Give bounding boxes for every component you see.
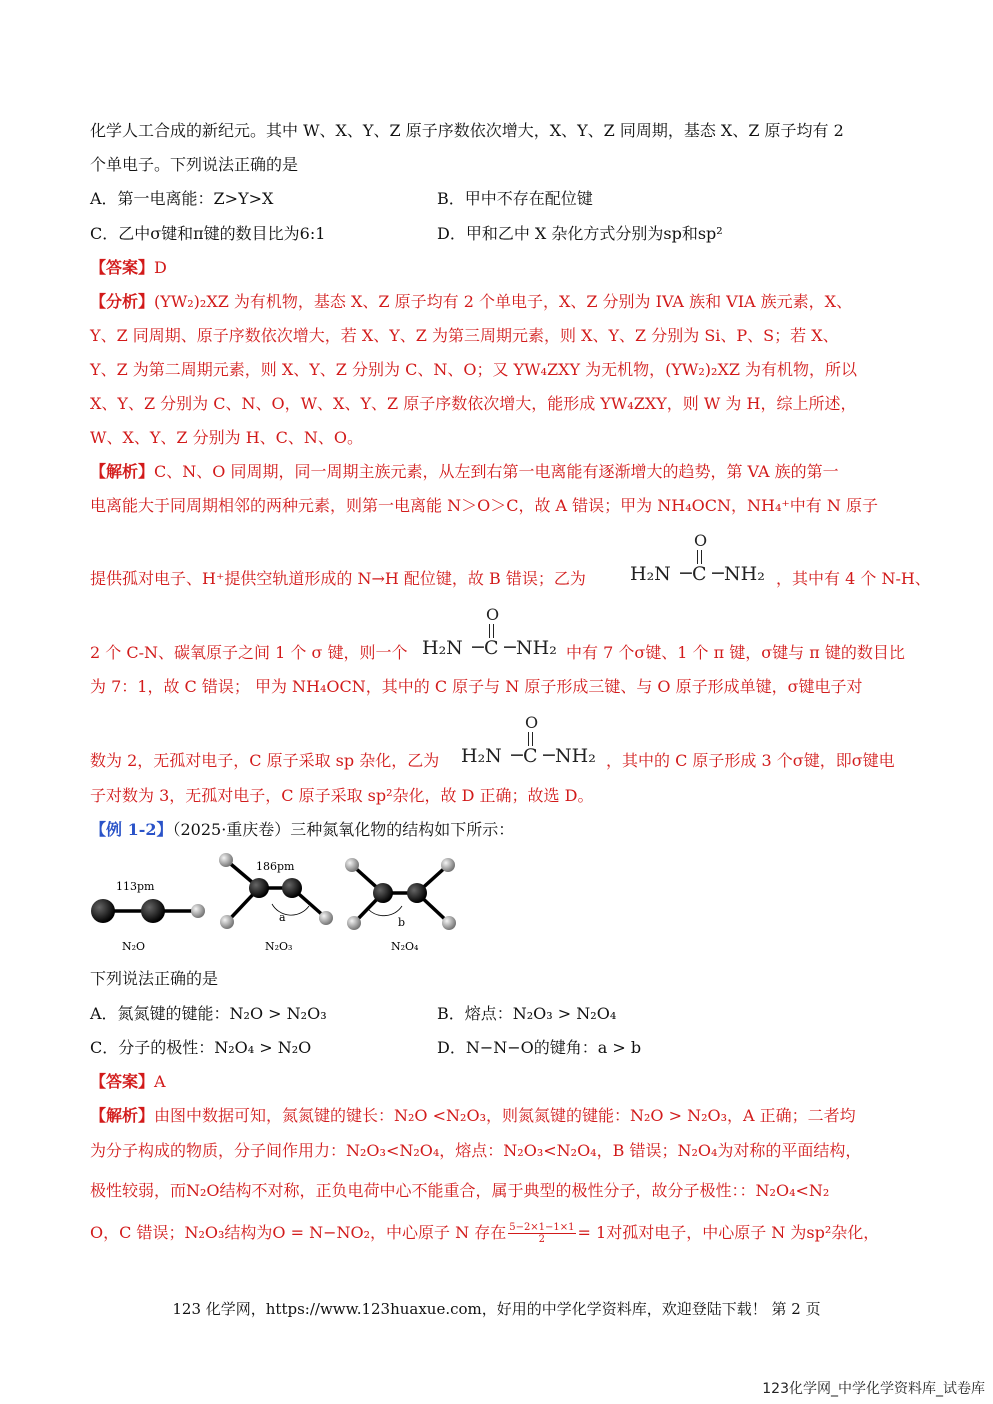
- urea-nh2: NH₂: [555, 745, 596, 767]
- q1-explain-line7: 子对数为 3，无孤对电子，C 原子采取 sp²杂化，故 D 正确；故选 D。: [90, 786, 594, 805]
- nitrogen-oxides-figure: [86, 852, 466, 962]
- q1-option-c: C．乙中σ键和π键的数目比为6:1: [90, 224, 326, 243]
- urea-dash1: −: [678, 562, 694, 584]
- urea-h2n: H₂N: [461, 745, 502, 767]
- explain-text: O，C 错误；N₂O₃结构为O = N−NO₂，中心原子 N 存在: [90, 1223, 507, 1242]
- q1-explain-line3a: 提供孤对电子、H⁺提供空轨道形成的 N→H 配位键，故 B 错误；乙为: [90, 569, 586, 588]
- q2-option-b: B．熔点：N₂O₃ > N₂O₄: [437, 1004, 617, 1023]
- q2-explain-line2: 为分子构成的物质，分子间作用力：N₂O₃<N₂O₄，熔点：N₂O₃<N₂O₄，B 错误；N₂O₄为对称的平面结构，: [90, 1141, 862, 1160]
- urea-h2n: H₂N: [630, 563, 671, 585]
- answer-value: D: [154, 258, 167, 277]
- q2-explain-line3: 极性较弱，而N₂O结构不对称，正负电荷中心不能重合，属于典型的极性分子，故分子极性：：N₂O₄<N₂: [90, 1181, 830, 1200]
- q2-explain-line4: [90, 1222, 879, 1245]
- n2o-label: N₂O: [122, 940, 146, 953]
- q1-answer: [90, 257, 167, 279]
- q1-option-b: B．甲中不存在配位键: [437, 189, 593, 208]
- analysis-text: (YW₂)₂XZ 为有机物，基态 X、Z 原子均有 2 个单电子，X、Z 分别为 IVA 族和 VIA 族元素，X、: [154, 292, 853, 311]
- urea-dash2: −: [541, 744, 557, 766]
- answer-value: A: [154, 1072, 166, 1091]
- q1-analysis-line1: [90, 291, 852, 313]
- urea-structure: [628, 532, 788, 590]
- q1-explain-line6a: 数为 2，无孤对电子，C 原子采取 sp 杂化，乙为: [90, 751, 440, 770]
- urea-h2n: H₂N: [422, 637, 463, 659]
- q1-option-a: A．第一电离能：Z>Y>X: [90, 189, 274, 208]
- fraction-denominator: 2: [538, 1234, 546, 1245]
- urea-structure: [420, 606, 580, 664]
- q1-analysis-line5: W、X、Y、Z 分别为 H、C、N、O。: [90, 428, 364, 447]
- q2-explain-line1: [90, 1105, 856, 1127]
- urea-o: O: [694, 531, 708, 550]
- n2o4-angle-b: b: [398, 916, 406, 929]
- n2o4-molecule: [345, 858, 456, 953]
- urea-c: C: [484, 637, 499, 659]
- n2o3-molecule: [219, 853, 333, 953]
- explain-text: = 1对孤对电子，中心原子 N 为sp²杂化，: [577, 1223, 880, 1242]
- q2-stem-text: （2025·重庆卷）三种氮氧化物的结构如下所示：: [172, 820, 515, 839]
- q1-explain-line3b: ，其中有 4 个 N-H、: [776, 569, 931, 588]
- q1-stem-line1: 化学人工合成的新纪元。其中 W、X、Y、Z 原子序数依次增大，X、Y、Z 同周期，基态 X、Z 原子均有 2: [90, 121, 844, 140]
- q1-analysis-line4: X、Y、Z 分别为 C、N、O，W、X、Y、Z 原子序数依次增大，能形成 YW₄ZXY，则 W 为 H，综上所述，: [90, 394, 857, 413]
- explain-tag: 【解析】: [90, 1106, 155, 1125]
- urea-o: O: [486, 605, 500, 624]
- q2-ask: 下列说法正确的是: [90, 969, 219, 988]
- urea-c: C: [692, 563, 707, 585]
- answer-tag: 【答案】: [90, 1072, 155, 1091]
- urea-dash1: −: [470, 636, 486, 658]
- urea-c: C: [523, 745, 538, 767]
- explain-text: C、N、O 同周期，同一周期主族元素，从左到右第一电离能有逐渐增大的趋势，第 VA 族的第一: [154, 462, 839, 481]
- q1-explain-line4a: 2 个 C-N、碳氧原子之间 1 个 σ 键，则一个: [90, 643, 408, 662]
- q2-option-d: D．N−N−O的键角：a > b: [437, 1038, 642, 1057]
- q1-explain-line1: [90, 461, 839, 483]
- urea-dash2: −: [710, 562, 726, 584]
- q2-answer: [90, 1071, 166, 1093]
- q2-stem: [90, 819, 514, 841]
- watermark-text: 123化学网_中学化学资料库_试卷库: [762, 1381, 985, 1397]
- q1-stem-line2: 个单电子。下列说法正确的是: [90, 155, 299, 174]
- lone-pair-fraction: [508, 1222, 575, 1245]
- n2o3-angle-a: a: [279, 911, 286, 924]
- q1-analysis-line3: Y、Z 为第二周期元素，则 X、Y、Z 分别为 C、N、O；又 YW₄ZXY 为无机物，(YW₂)₂XZ 为有机物，所以: [90, 360, 858, 379]
- answer-tag: 【答案】: [90, 258, 155, 277]
- urea-dash1: −: [509, 744, 525, 766]
- q1-explain-line5: 为 7：1，故 C 错误； 甲为 NH₄OCN，其中的 C 原子与 N 原子形成三键、与 O 原子形成单键，σ键电子对: [90, 677, 863, 696]
- fraction-numerator: 5−2×1−1×1: [509, 1222, 575, 1233]
- q1-explain-line6b: ，其中的 C 原子形成 3 个σ键，即σ键电: [606, 751, 895, 770]
- urea-structure: [459, 714, 619, 772]
- n2o-molecule: [91, 880, 205, 953]
- q1-analysis-line2: Y、Z 同周期、原子序数依次增大，若 X、Y、Z 为第三周期元素，则 X、Y、Z 分别为 Si、P、S；若 X、: [90, 326, 839, 345]
- n2o3-bond-length: 186pm: [256, 860, 295, 873]
- q1-option-d: D．甲和乙中 X 杂化方式分别为sp和sp²: [437, 224, 723, 243]
- urea-dash2: −: [502, 636, 518, 658]
- q2-tag: 【例 1-2】: [90, 820, 173, 839]
- explain-tag: 【解析】: [90, 462, 155, 481]
- n2o4-label: N₂O₄: [391, 940, 419, 953]
- q1-explain-line2: 电离能大于同周期相邻的两种元素，则第一电离能 N＞O＞C，故 A 错误；甲为 NH₄OCN，NH₄⁺中有 N 原子: [90, 496, 878, 515]
- urea-o: O: [525, 713, 539, 732]
- urea-nh2: NH₂: [724, 563, 765, 585]
- analysis-tag: 【分析】: [90, 292, 155, 311]
- q2-option-c: C．分子的极性：N₂O₄ > N₂O: [90, 1038, 312, 1057]
- n2o-bond-length: 113pm: [116, 880, 155, 893]
- explain-text: 由图中数据可知，氮氮键的键长：N₂O <N₂O₃，则氮氮键的键能：N₂O > N₂O₃，A 正确；二者均: [154, 1106, 856, 1125]
- q1-explain-line4b: 中有 7 个σ键、1 个 π 键，σ键与 π 键的数目比: [566, 643, 905, 662]
- q2-option-a: A．氮氮键的键能：N₂O > N₂O₃: [90, 1004, 327, 1023]
- n2o3-label: N₂O₃: [265, 940, 293, 953]
- page-footer: 123 化学网，https://www.123huaxue.com，好用的中学化学资料库，欢迎登陆下载！ 第 2 页: [172, 1300, 821, 1318]
- urea-nh2: NH₂: [516, 637, 557, 659]
